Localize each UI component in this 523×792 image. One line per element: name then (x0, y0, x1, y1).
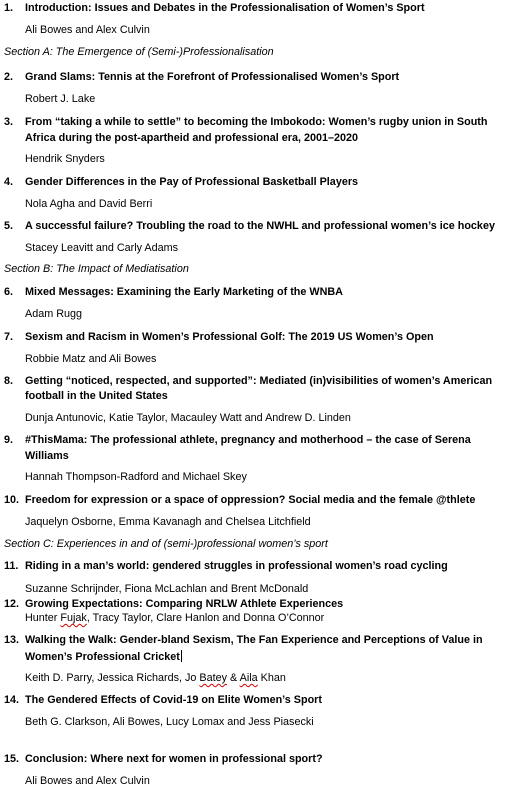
chapter-title: The Gendered Effects of Covid-19 on Elite Women’s Sport (25, 694, 322, 706)
chapter-authors: Stacey Leavitt and Carly Adams (25, 242, 179, 254)
chapter-authors: Robbie Matz and Ali Bowes (25, 353, 157, 365)
chapter-number: 15. (4, 753, 20, 765)
chapter-authors: Hendrik Snyders (25, 153, 105, 165)
author-text: Khan (257, 672, 286, 684)
chapter-number: 10. (4, 494, 20, 506)
chapter-authors: Robert J. Lake (25, 93, 96, 105)
chapter-title: Getting “noticed, respected, and supported”: Mediated (in)visibilities of women’s American (25, 375, 493, 387)
chapter-title-continued: football in the United States (25, 390, 168, 402)
chapter-title: Gender Differences in the Pay of Professional Basketball Players (25, 176, 359, 188)
chapter-number: 2. (4, 71, 14, 83)
chapter-authors: Jaquelyn Osborne, Emma Kavanagh and Chelsea Litchfield (25, 516, 311, 528)
chapter-number: 4. (4, 176, 14, 188)
chapter-title: #ThisMama: The professional athlete, pregnancy and motherhood – the case of Serena (25, 434, 471, 446)
chapter-title: Riding in a man’s world: gendered struggles in professional women’s road cycling (25, 560, 448, 572)
chapter-authors (25, 672, 286, 685)
chapter-number: 5. (4, 220, 14, 232)
section-heading: Section A: The Emergence of (Semi-)Professionalisation (4, 46, 274, 58)
section-heading: Section B: The Impact of Mediatisation (4, 263, 189, 275)
chapter-authors: Dunja Antunovic, Katie Taylor, Macauley Watt and Andrew D. Linden (25, 412, 351, 424)
title-text: Women’s Professional Cricket (25, 651, 180, 663)
chapter-number: 9. (4, 434, 14, 446)
chapter-title: Mixed Messages: Examining the Early Marketing of the WNBA (25, 286, 343, 298)
chapter-title: Sexism and Racism in Women’s Professional Golf: The 2019 US Women’s Open (25, 331, 434, 343)
misspelled-word[interactable]: Fujak (60, 612, 87, 624)
chapter-title-continued: Williams (25, 450, 69, 462)
chapter-authors: Ali Bowes and Alex Culvin (25, 24, 150, 36)
chapter-number: 8. (4, 375, 14, 387)
chapter-title-continued (25, 650, 182, 664)
chapter-number: 1. (4, 2, 14, 14)
chapter-title: Introduction: Issues and Debates in the Professionalisation of Women’s Sport (25, 2, 425, 14)
section-heading: Section C: Experiences in and of (semi-)professional women’s sport (4, 538, 328, 550)
chapter-title: A successful failure? Troubling the road to the NWHL and professional women’s ice hockey (25, 220, 495, 232)
chapter-number: 6. (4, 286, 14, 298)
chapter-number: 11. (4, 560, 19, 572)
chapter-title: Conclusion: Where next for women in professional sport? (25, 753, 323, 765)
chapter-title: Growing Expectations: Comparing NRLW Athlete Experiences (25, 598, 344, 610)
chapter-title-continued: Africa during the post-apartheid and professional era, 2001–2020 (25, 132, 359, 144)
misspelled-word[interactable]: Aila (239, 672, 258, 684)
chapter-authors: Hannah Thompson-Radford and Michael Skey (25, 471, 247, 483)
text-cursor (181, 650, 182, 662)
chapter-number: 13. (4, 634, 20, 646)
chapter-authors: Beth G. Clarkson, Ali Bowes, Lucy Lomax and Jess Piasecki (25, 716, 314, 728)
chapter-number: 7. (4, 331, 14, 343)
chapter-authors: Adam Rugg (25, 308, 83, 320)
chapter-number: 3. (4, 116, 14, 128)
author-text: & (227, 672, 240, 684)
author-text: Keith D. Parry, Jessica Richards, Jo (25, 672, 200, 684)
author-text: , Tracy Taylor, Clare Hanlon and Donna O’Connor (86, 612, 325, 624)
author-text: Hunter (25, 612, 61, 624)
chapter-number: 14. (4, 694, 20, 706)
chapter-title: Grand Slams: Tennis at the Forefront of Professionalised Women’s Sport (25, 71, 400, 83)
chapter-title: From “taking a while to settle” to becoming the Imbokodo: Women’s rugby union in South (25, 116, 488, 128)
chapter-number: 12. (4, 598, 20, 610)
chapter-authors: Suzanne Schrijnder, Fiona McLachlan and Brent McDonald (25, 583, 309, 595)
chapter-authors: Nola Agha and David Berri (25, 198, 153, 210)
chapter-authors: Ali Bowes and Alex Culvin (25, 775, 150, 787)
chapter-title: Freedom for expression or a space of oppression? Social media and the female @thlete (25, 494, 476, 506)
misspelled-word[interactable]: Batey (199, 672, 228, 684)
chapter-authors (25, 612, 324, 625)
chapter-title: Walking the Walk: Gender-bland Sexism, The Fan Experience and Perceptions of Value in (25, 634, 483, 646)
